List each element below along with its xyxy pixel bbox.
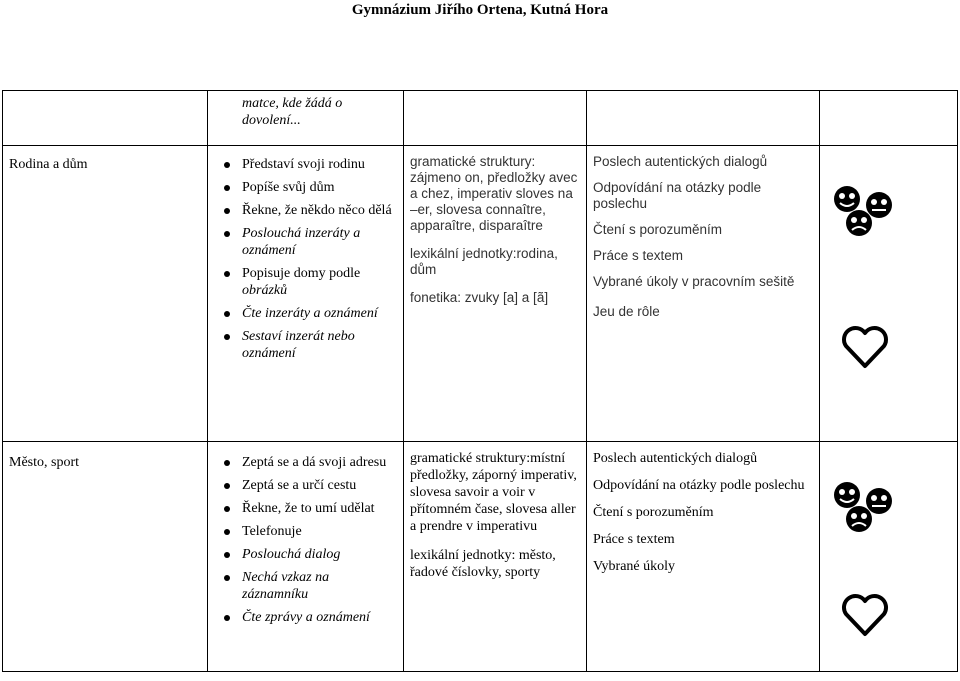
icon-cell: [820, 442, 958, 672]
faces-icon: [832, 480, 912, 540]
heart-icon: [840, 592, 890, 638]
table-row: [3, 146, 958, 442]
list-item: Zeptá se a určí cestu: [214, 477, 397, 494]
grammar-item: lexikální jednotky: město, řadové číslovky, sporty: [410, 548, 556, 580]
outcomes-cell: [208, 146, 404, 442]
outcome-text-italic: obrázků: [242, 283, 288, 298]
icon-cell: [820, 91, 958, 146]
activity-item: Jeu de rôle: [593, 304, 660, 319]
list-item: Poslouchá dialog: [214, 546, 397, 563]
list-item: Zeptá se a dá svoji adresu: [214, 454, 397, 471]
table-row: [3, 91, 958, 146]
list-item: Sestaví inzerát nebo oznámení: [214, 328, 397, 362]
outcomes-list: [214, 454, 397, 626]
topic-cell: Město, sport: [3, 442, 208, 672]
grammar-cell: [404, 442, 587, 672]
table-row: [3, 442, 958, 672]
grammar-cell: [404, 91, 587, 146]
list-item: Telefonuje: [214, 523, 397, 540]
list-item: Popíše svůj dům: [214, 179, 397, 196]
grammar-item: fonetika: zvuky [a] a [ã]: [410, 290, 549, 305]
activity-item: Práce s textem: [593, 532, 675, 547]
activity-item: Vybrané úkoly: [593, 559, 676, 574]
grammar-item: gramatické struktury: zájmeno on, předložky avec a chez, imperativ sloves na –er, slovesa connaître, apparaître, disparaître: [410, 154, 578, 233]
activity-item: Odpovídání na otázky podle poslechu: [593, 478, 805, 493]
outcome-continuation: matce, kde žádá o: [242, 96, 343, 111]
grammar-item: lexikální jednotky:rodina, dům: [410, 246, 558, 277]
activities-cell: [587, 91, 820, 146]
outcomes-cell: [208, 442, 404, 672]
activity-item: Práce s textem: [593, 248, 684, 263]
list-item: Představí svoji rodinu: [214, 156, 397, 173]
activity-item: Poslech autentických dialogů: [593, 451, 758, 466]
outcome-continuation: dovolení...: [242, 113, 301, 128]
list-item: Poslouchá inzeráty a oznámení: [214, 225, 397, 259]
page-title: Gymnázium Jiřího Ortena, Kutná Hora: [351, 2, 609, 18]
activity-item: Čtení s porozuměním: [593, 222, 723, 237]
activities-cell: [587, 442, 820, 672]
outcome-text: Popisuje domy podle obrázků: [242, 266, 361, 298]
list-item: [214, 265, 397, 299]
activity-item: Poslech autentických dialogů: [593, 154, 768, 169]
list-item: Řekne, že někdo něco dělá: [214, 202, 397, 219]
outcomes-cell: [208, 91, 404, 146]
curriculum-table: [2, 90, 958, 672]
topic-cell: Rodina a dům: [3, 146, 208, 442]
list-item: Čte inzeráty a oznámení: [214, 305, 397, 322]
activities-cell: [587, 146, 820, 442]
heart-icon: [840, 324, 890, 370]
activity-item: Vybrané úkoly v pracovním sešitě: [593, 274, 795, 289]
list-item: Nechá vzkaz na záznamníku: [214, 569, 397, 603]
outcomes-list: [214, 156, 397, 362]
activity-item: Čtení s porozuměním: [593, 505, 714, 520]
icon-cell: [820, 146, 958, 442]
grammar-item: gramatické struktury:místní předložky, záporný imperativ, slovesa savoir a voir v přítomném čase, slovesa aller a prendre v imperativu: [410, 451, 577, 534]
faces-icon: [832, 184, 912, 244]
topic-cell: [3, 91, 208, 146]
list-item: Řekne, že to umí udělat: [214, 500, 397, 517]
grammar-cell: [404, 146, 587, 442]
activity-item: Odpovídání na otázky podle poslechu: [593, 180, 762, 211]
list-item: Čte zprávy a oznámení: [214, 609, 397, 626]
